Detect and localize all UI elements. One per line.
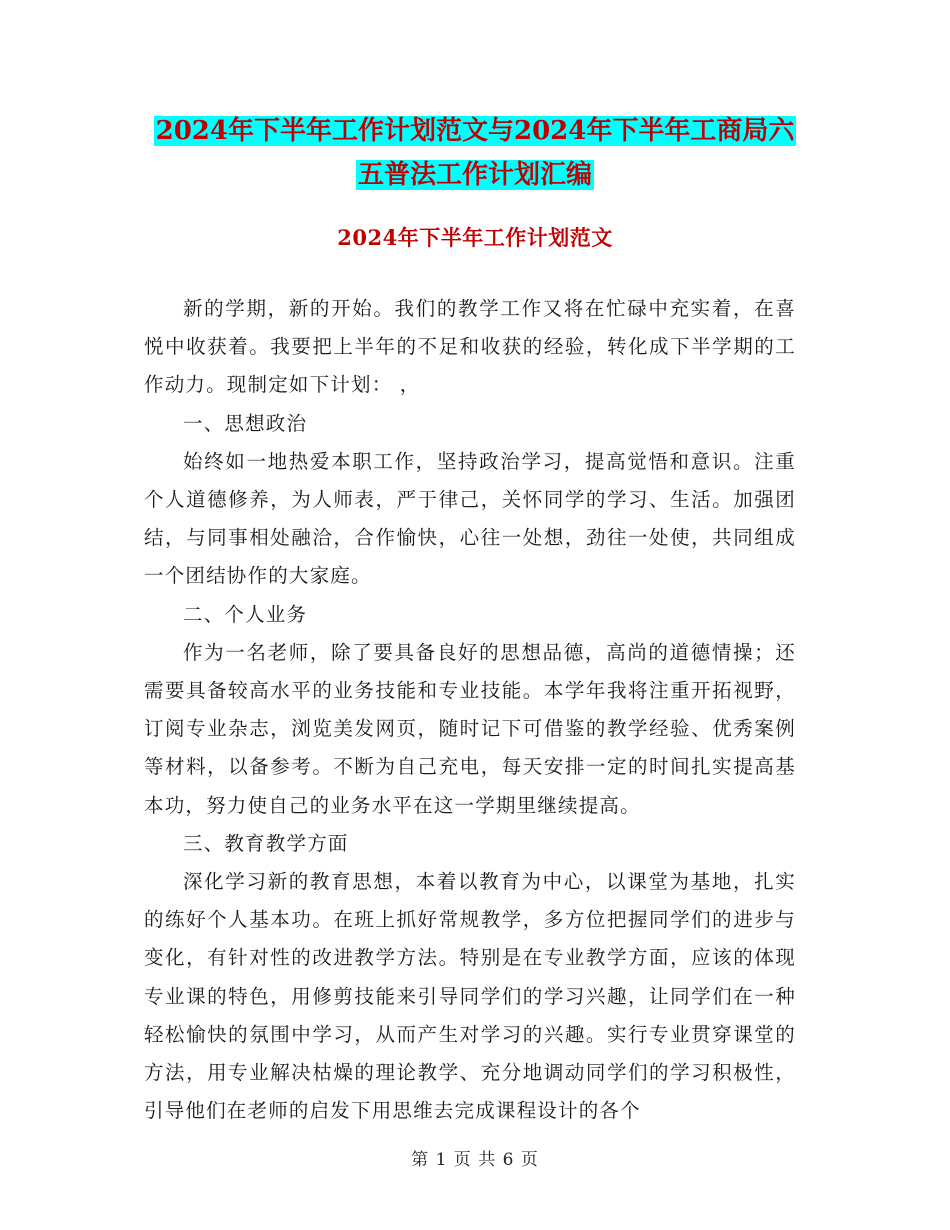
paragraph-intro: 新的学期，新的开始。我们的教学工作又将在忙碌中充实着，在喜悦中收获着。我要把上半年的不足和收获的经验，转化成下半学期的工作动力。现制定如下计划： ， — [144, 297, 796, 397]
heading-business: 二、个人业务 — [183, 602, 308, 626]
paragraph-business: 作为一名老师，除了要具备良好的思想品德，高尚的道德情操；还需要具备较高水平的业务技能和专业技能。本学年我将注重开拓视野，订阅专业杂志，浏览美发网页，随时记下可借鉴的教学经验、优秀案例等材料，以备参考。不断为自己充电，每天安排一定的时间扎实提高基本功，努力使自己的业务水平在这一学期里继续提高。 — [144, 640, 796, 817]
document-body — [144, 290, 796, 1130]
title-highlight-2: 五普法工作计划汇编 — [357, 160, 592, 190]
heading-ideology: 一、思想政治 — [183, 411, 308, 435]
paragraph-ideology: 始终如一地热爱本职工作，坚持政治学习，提高觉悟和意识。注重个人道德修养，为人师表，严于律己，关怀同学的学习、生活。加强团结，与同事相处融洽，合作愉快，心往一处想，劲往一处使，共同组成一个团结协作的大家庭。 — [144, 449, 796, 588]
section-title: 2024年下半年工作计划范文 — [337, 225, 613, 250]
page-number-footer: 第 1 页 共 6 页 — [411, 1150, 539, 1170]
heading-teaching: 三、教育教学方面 — [183, 831, 349, 855]
title-highlight-1: 2024年下半年工作计划范文与2024年下半年工商局六 — [155, 116, 795, 146]
paragraph-teaching: 深化学习新的教育思想，本着以教育为中心，以课堂为基地，扎实的练好个人基本功。在班上抓好常规教学，多方位把握同学们的进步与变化，有针对性的改进教学方法。特别是在专业教学方面，应该的体现专业课的特色，用修剪技能来引导同学们的学习兴趣，让同学们在一种轻松愉快的氛围中学习，从而产生对学习的兴趣。实行专业贯穿课堂的方法，用专业解决枯燥的理论教学、充分地调动同学们的学习积极性，引导他们在老师的启发下用思维去完成课程设计的各个 — [144, 870, 796, 1123]
document-title-line-1 — [100, 108, 850, 154]
document-title-line-2 — [100, 152, 850, 198]
